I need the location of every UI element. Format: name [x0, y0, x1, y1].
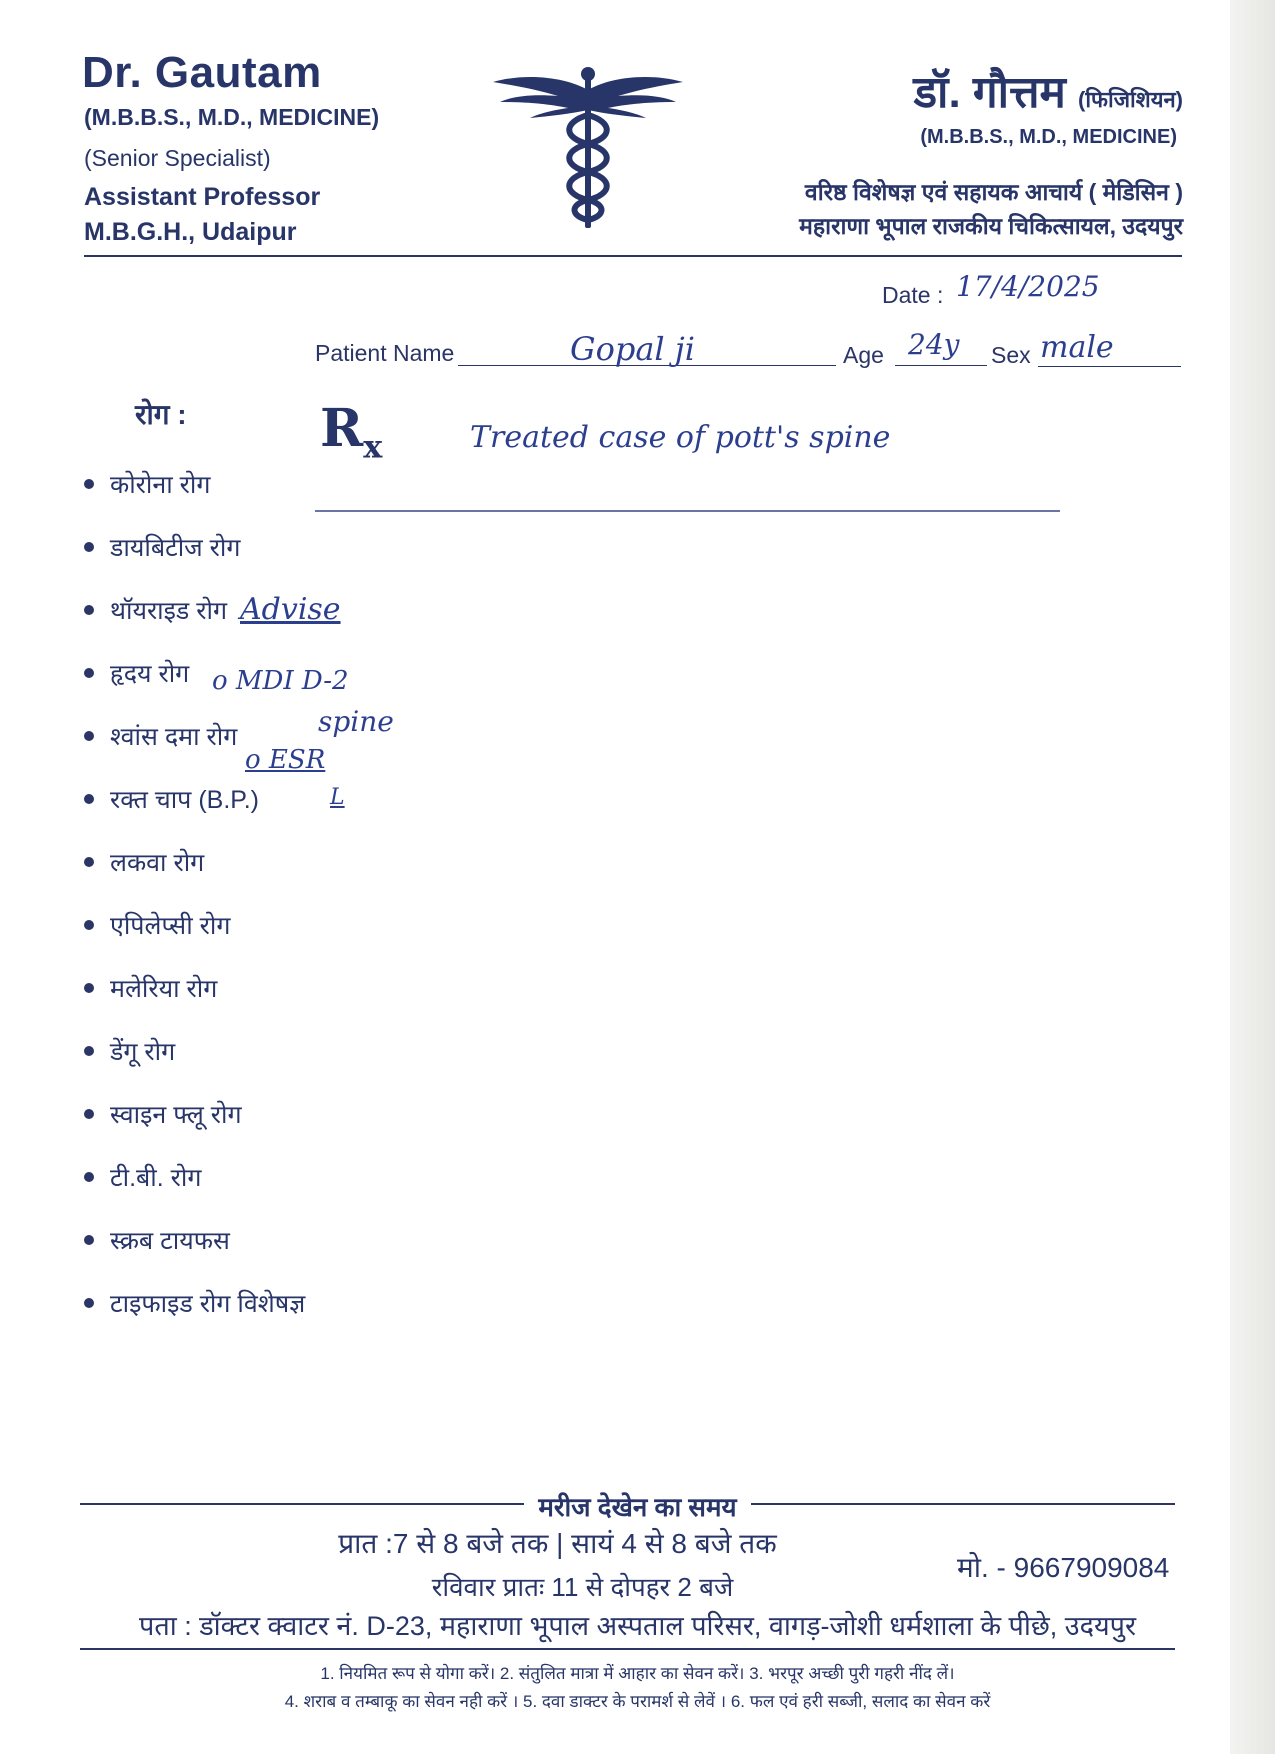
bullet-icon [84, 1298, 94, 1308]
date-value: 17/4/2025 [956, 270, 1100, 303]
diagnosis-note: Treated case of pott's spine [470, 420, 891, 455]
sex-value: male [1040, 330, 1114, 365]
list-item [84, 1019, 305, 1082]
disease-list-heading: रोग : [135, 399, 187, 430]
doctor-title-hi: (फिजिशियन) [1078, 87, 1183, 112]
mobile-number: मो. - 9667909084 [957, 1552, 1170, 1583]
list-item [84, 830, 305, 893]
bullet-icon [84, 1109, 94, 1119]
disease-label: कोरोना रोग [110, 470, 211, 499]
disease-label: थॉयराइड रोग [110, 596, 228, 625]
bullet-icon [84, 1172, 94, 1182]
advice-line-3: o ESR [245, 745, 326, 775]
health-tips-2: 4. शराब व तम्बाकू का सेवन नही करें । 5. दवा डाक्टर के परामर्श से लेवें । 6. फल एवं हरी सब्जी, सलाद का सेवन करें [284, 1692, 991, 1711]
age-value: 24y [908, 328, 960, 361]
bullet-icon [84, 1235, 94, 1245]
rx-symbol-r: R [320, 398, 364, 459]
clinic-address: पता : डॉक्टर क्वाटर नं. D-23, महाराणा भूपाल अस्पताल परिसर, वागड़-जोशी धर्मशाला के पीछे, उदयपुर [139, 1611, 1136, 1641]
list-item [84, 767, 305, 830]
rx-symbol [320, 398, 382, 465]
disease-label: श्वांस दमा रोग [110, 722, 238, 751]
health-tips-1: 1. नियमित रूप से योगा करें। 2. संतुलित मात्रा में आहार का सेवन करें। 3. भरपूर अच्छी पुरी गहरी नींद लें। [320, 1664, 955, 1683]
bullet-icon [84, 983, 94, 993]
bullet-icon [84, 794, 94, 804]
date-label: Date : [882, 282, 944, 308]
address-divider [80, 1648, 1175, 1650]
doctor-hospital-en: M.B.G.H., Udaipur [84, 218, 297, 246]
patient-name-value: Gopal ji [570, 330, 695, 368]
bullet-icon [84, 857, 94, 867]
bullet-icon [84, 479, 94, 489]
doctor-senior-en: (Senior Specialist) [84, 145, 271, 171]
disease-label: डायबिटीज रोग [110, 533, 241, 562]
disease-label: रक्त चाप (B.P.) [110, 785, 259, 814]
bullet-icon [84, 542, 94, 552]
timing-weekday: प्रात :7 से 8 बजे तक | सायं 4 से 8 बजे तक [338, 1528, 777, 1559]
list-item [84, 1082, 305, 1145]
disease-label: मलेरिया रोग [110, 974, 218, 1003]
disease-label: डेंगू रोग [110, 1037, 176, 1066]
disease-label: स्वाइन फ्लू रोग [110, 1100, 242, 1129]
bullet-icon [84, 668, 94, 678]
doctor-degree-en: (M.B.B.S., M.D., MEDICINE) [84, 104, 380, 130]
bullet-icon [84, 1046, 94, 1056]
list-item [84, 1145, 305, 1208]
list-item [84, 452, 305, 515]
doctor-degree-hi: (M.B.B.S., M.D., MEDICINE) [920, 126, 1177, 148]
disease-label: हृदय रोग [110, 659, 190, 688]
doctor-position-en: Assistant Professor [84, 183, 321, 211]
timing-sunday: रविवार प्रातः 11 से दोपहर 2 बजे [431, 1572, 734, 1602]
bullet-icon [84, 920, 94, 930]
timing-heading-text: मरीज देखेन का समय [524, 1492, 750, 1522]
rx-symbol-x: x [363, 427, 383, 466]
patient-name-label: Patient Name [315, 340, 455, 366]
disease-label: टाइफाइड रोग विशेषज्ञ [110, 1289, 306, 1318]
header-divider [84, 255, 1182, 257]
caduceus-icon [488, 60, 688, 230]
bullet-icon [84, 605, 94, 615]
diagnosis-underline [315, 510, 1060, 512]
advice-heading: Advise [240, 592, 341, 627]
list-item [84, 1271, 305, 1334]
disease-label: लकवा रोग [110, 848, 205, 877]
disease-list [84, 452, 305, 1334]
list-item [84, 1208, 305, 1271]
age-line [895, 365, 987, 366]
sex-label: Sex [991, 342, 1031, 368]
disease-label: एपिलेप्सी रोग [110, 911, 231, 940]
sex-line [1038, 366, 1181, 367]
advice-line-4: L [330, 785, 345, 810]
timing-heading [0, 1488, 1275, 1524]
doctor-hospital-hi: महाराणा भूपाल राजकीय चिकित्सायल, उदयपुर [799, 213, 1183, 239]
advice-line-2: spine [318, 705, 394, 738]
list-item [84, 893, 305, 956]
doctor-name-hi-text: डॉ. गौत्तम [913, 68, 1066, 117]
list-item [84, 956, 305, 1019]
doctor-name-hi [914, 60, 1183, 120]
age-label: Age [843, 342, 884, 368]
doctor-name-en: Dr. Gautam [82, 48, 322, 97]
bullet-icon [84, 731, 94, 741]
list-item [84, 515, 305, 578]
disease-label: स्क्रब टायफस [110, 1226, 230, 1255]
doctor-designation-hi: वरिष्ठ विशेषज्ञ एवं सहायक आचार्य ( मेडिसिन ) [804, 179, 1183, 205]
disease-label: टी.बी. रोग [110, 1163, 202, 1192]
advice-line-1: o MDI D-2 [212, 666, 349, 696]
